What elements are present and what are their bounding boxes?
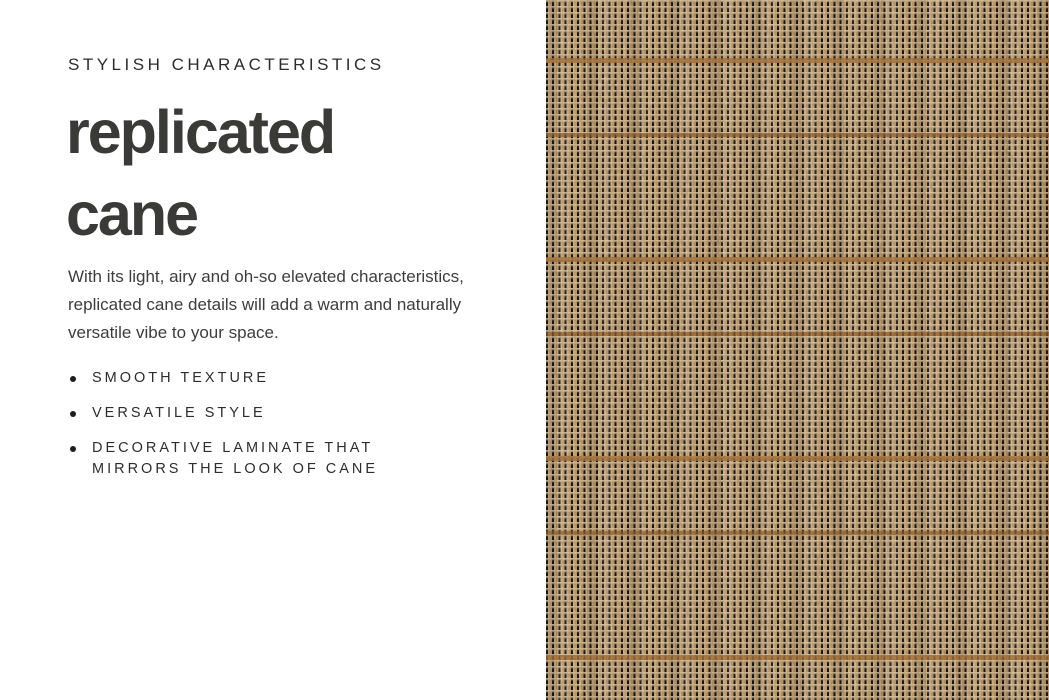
- eyebrow-label: STYLISH CHARACTERISTICS: [68, 55, 385, 74]
- feature-text: SMOOTH TEXTURE: [92, 370, 270, 386]
- feature-text: MIRRORS THE LOOK OF CANE: [92, 461, 379, 477]
- feature-list: [68, 368, 378, 494]
- texture-grain-overlay: [546, 0, 1049, 700]
- bullet-icon: [70, 446, 76, 452]
- feature-text: VERSATILE STYLE: [92, 405, 266, 421]
- title-line-2: cane: [66, 180, 198, 248]
- list-item: [68, 438, 378, 480]
- bullet-icon: [70, 411, 76, 417]
- description-line: With its light, airy and oh-so elevated characteristics,: [68, 267, 464, 286]
- list-item: [68, 368, 378, 389]
- description-paragraph: [68, 263, 464, 347]
- feature-text: DECORATIVE LAMINATE THAT: [92, 440, 374, 456]
- title-line-1: replicated: [66, 98, 335, 166]
- bullet-icon: [70, 376, 76, 382]
- page-title: [66, 91, 334, 255]
- cane-texture-image: [546, 0, 1049, 700]
- description-line: versatile vibe to your space.: [68, 323, 279, 342]
- description-line: replicated cane details will add a warm and naturally: [68, 295, 462, 314]
- list-item: [68, 403, 378, 424]
